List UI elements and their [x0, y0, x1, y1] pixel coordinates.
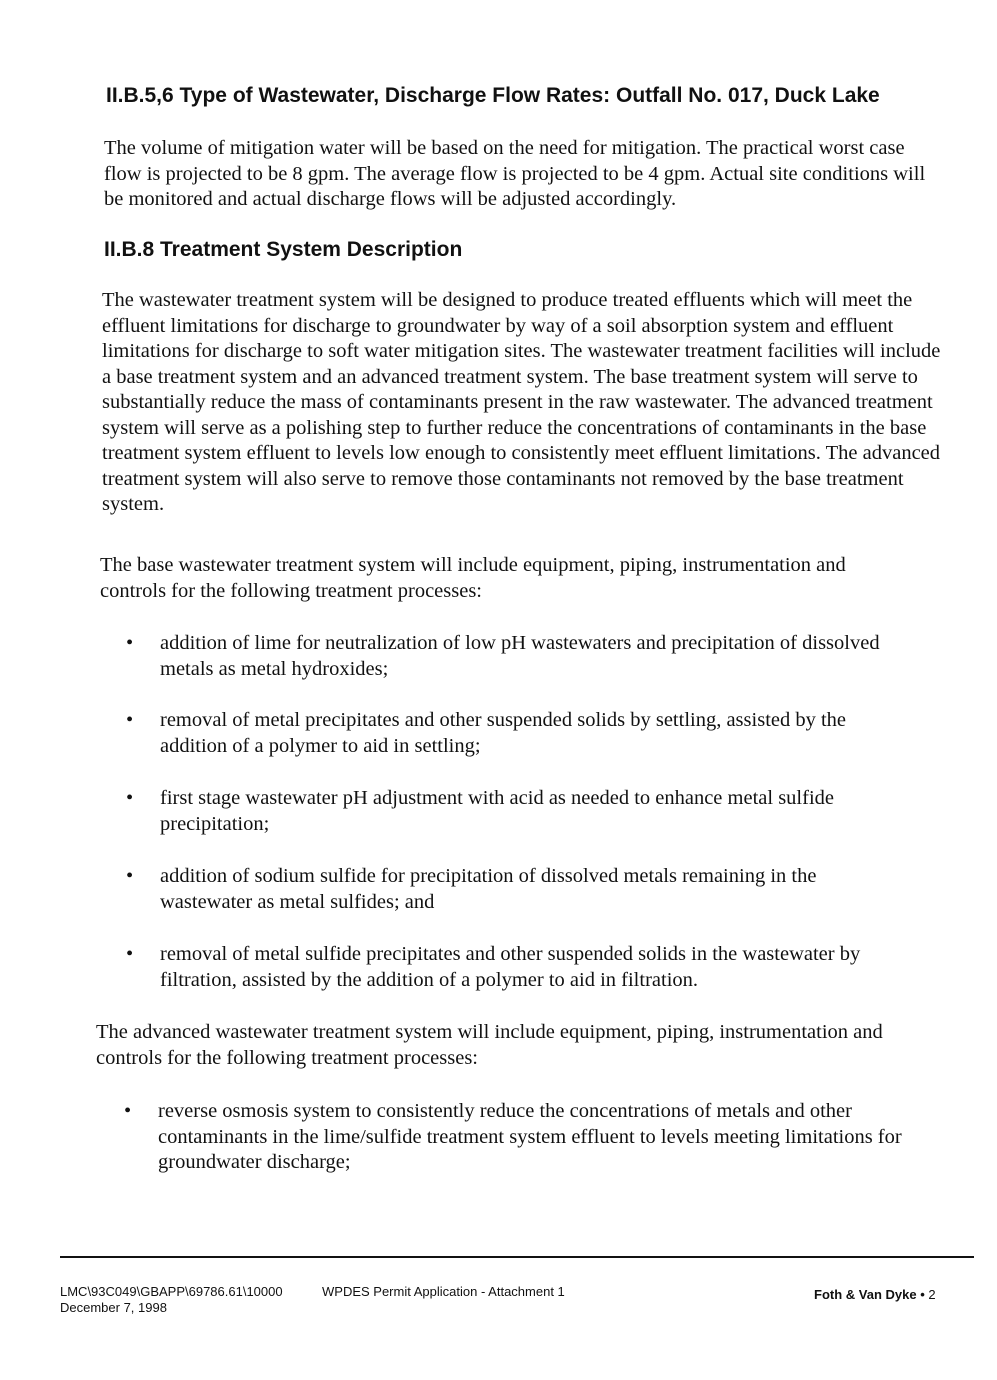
footer-divider [60, 1256, 974, 1258]
footer-date: December 7, 1998 [60, 1300, 167, 1315]
base-system-intro-paragraph: The base wastewater treatment system will include equipment, piping, instrumentation and controls for the following treatment processes: [100, 554, 846, 602]
bullet-text: reverse osmosis system to consistently reduce the concentrations of metals and other contaminants in the lime/sulfide treatment system effluent to levels meeting limitations for groundwater discharge; [158, 1100, 902, 1173]
footer-file-path: LMC\93C049\GBAPP\69786.61\10000 [60, 1284, 283, 1299]
footer-separator: • [920, 1287, 925, 1302]
bullet-icon: • [126, 632, 134, 654]
section-heading-wastewater-flow: II.B.5,6 Type of Wastewater, Discharge Flow Rates: Outfall No. 017, Duck Lake [106, 84, 880, 107]
footer-company-page [814, 1287, 936, 1302]
bullet-icon: • [126, 787, 134, 809]
advanced-system-intro-paragraph: The advanced wastewater treatment system will include equipment, piping, instrumentation and controls for the following treatment processes: [96, 1021, 883, 1069]
bullet-icon: • [126, 709, 134, 731]
treatment-system-paragraph: The wastewater treatment system will be designed to produce treated effluents which will meet the effluent limitations for discharge to groundwater by way of a soil absorption system and effluent limitations for discharge to soft water mitigation sites. The wastewater treatment facilities will include a base treatment system and an advanced treatment system. The base treatment system will serve to substantially reduce the mass of contaminants present in the raw wastewater. The advanced treatment system will serve as a polishing step to further reduce the concentrations of contaminants in the base treatment system effluent to levels low enough to consistently meet effluent limitations. The advanced treatment system will also serve to remove those contaminants not removed by the base treatment system. [102, 289, 941, 515]
bullet-text: removal of metal precipitates and other suspended solids by settling, assisted by the addition of a polymer to aid in settling; [160, 709, 847, 757]
bullet-text: addition of lime for neutralization of low pH wastewaters and precipitation of dissolved metals as metal hydroxides; [160, 632, 880, 680]
bullet-text: addition of sodium sulfide for precipitation of dissolved metals remaining in the wastewater as metal sulfides; and [160, 865, 817, 913]
bullet-text: removal of metal sulfide precipitates and other suspended solids in the wastewater by filtration, assisted by the addition of a polymer to aid in filtration. [160, 943, 861, 991]
bullet-icon: • [124, 1100, 132, 1122]
section-heading-treatment-system: II.B.8 Treatment System Description [104, 238, 463, 261]
footer-company: Foth & Van Dyke [814, 1287, 917, 1302]
bullet-icon: • [126, 943, 134, 965]
bullet-text: first stage wastewater pH adjustment with acid as needed to enhance metal sulfide precipitation; [160, 787, 834, 835]
bullet-icon: • [126, 865, 134, 887]
flow-rates-paragraph: The volume of mitigation water will be based on the need for mitigation. The practical worst case flow is projected to be 8 gpm. The average flow is projected to be 4 gpm. Actual site conditions will be monitored and actual discharge flows will be adjusted accordingly. [104, 137, 926, 210]
footer-document-title: WPDES Permit Application - Attachment 1 [322, 1284, 565, 1299]
footer-page-number: 2 [928, 1287, 936, 1302]
